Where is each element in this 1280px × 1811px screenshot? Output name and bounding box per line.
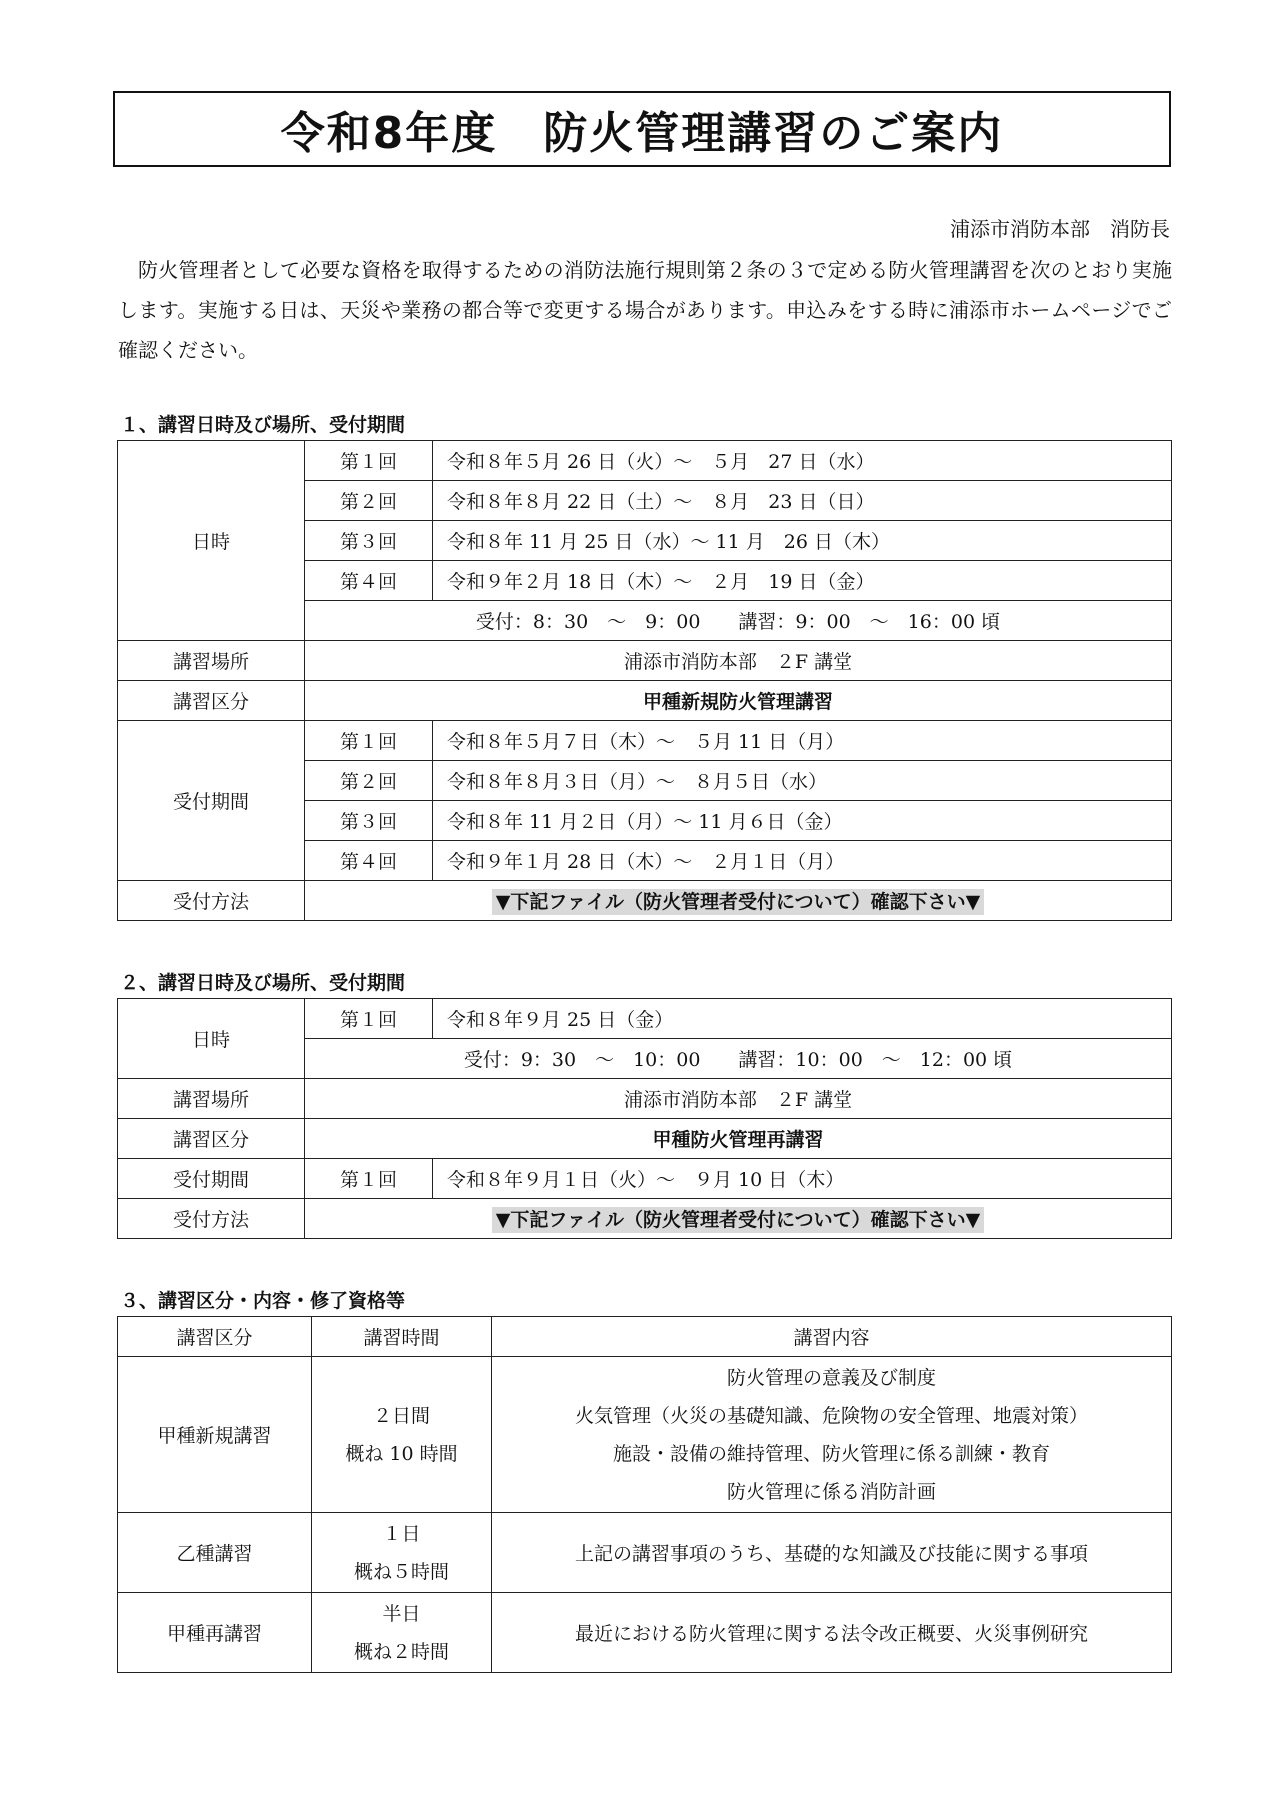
table-row: [118, 1357, 1172, 1513]
session-date: 令和８年 11 月 25 日（水）～ 11 月 26 日（木）: [433, 521, 1172, 561]
row-category: 甲種再講習: [118, 1593, 312, 1673]
time-note: 受付：9：30 ～ 10：00 講習：10：00 ～ 12：00 頃: [305, 1039, 1172, 1079]
session-no: 第２回: [305, 481, 433, 521]
row-content-line: 上記の講習事項のうち、基礎的な知識及び技能に関する事項: [492, 1513, 1172, 1593]
row-category: 乙種講習: [118, 1513, 312, 1593]
table-row: [118, 1159, 1172, 1199]
category-value: 甲種防火管理再講習: [305, 1119, 1172, 1159]
period-date: 令和９年１月 28 日（木）～ ２月１日（月）: [433, 841, 1172, 881]
row-content-line: 施設・設備の維持管理、防火管理に係る訓練・教育: [612, 1442, 1050, 1465]
datetime-label: 日時: [118, 441, 305, 641]
title-box: [113, 91, 1171, 167]
row-time-days: ２日間: [372, 1404, 430, 1427]
row-content-line: 防火管理の意義及び制度: [726, 1366, 936, 1389]
period-no: 第１回: [305, 1159, 433, 1199]
header-category: 講習区分: [118, 1317, 312, 1357]
category-value: 甲種新規防火管理講習: [305, 681, 1172, 721]
table-row: [118, 1199, 1172, 1239]
method-label: 受付方法: [118, 881, 305, 921]
row-time-hours: 概ね 10 時間: [345, 1442, 458, 1465]
table-row: [118, 1119, 1172, 1159]
section2-table: [117, 998, 1172, 1239]
period-label: 受付期間: [118, 1159, 305, 1199]
session-date: 令和８年５月 26 日（火）～ ５月 27 日（水）: [433, 441, 1172, 481]
row-time-hours: 概ね５時間: [353, 1560, 449, 1583]
row-content-line: 最近における防火管理に関する法令改正概要、火災事例研究: [492, 1593, 1172, 1673]
table-row: [118, 681, 1172, 721]
header-contents: 講習内容: [492, 1317, 1172, 1357]
period-no: 第４回: [305, 841, 433, 881]
session-no: 第１回: [305, 999, 433, 1039]
period-no: 第２回: [305, 761, 433, 801]
method-link[interactable]: ▼下記ファイル（防火管理者受付について）確認下さい▼: [492, 889, 984, 915]
session-no: 第４回: [305, 561, 433, 601]
session-date: 令和８年９月 25 日（金）: [433, 999, 1172, 1039]
category-label: 講習区分: [118, 1119, 305, 1159]
page-title: 令和8年度 防火管理講習のご案内: [280, 108, 1004, 159]
row-time-days: １日: [382, 1522, 421, 1545]
row-category: 甲種新規講習: [118, 1357, 312, 1513]
period-no: 第３回: [305, 801, 433, 841]
period-date: 令和８年 11 月２日（月）～ 11 月６日（金）: [433, 801, 1172, 841]
period-date: 令和８年８月３日（月）～ ８月５日（水）: [433, 761, 1172, 801]
section1-heading: １、講習日時及び場所、受付期間: [120, 414, 406, 436]
section1-table: [117, 440, 1172, 921]
place-value: 浦添市消防本部 ２F 講堂: [305, 1079, 1172, 1119]
place-value: 浦添市消防本部 ２F 講堂: [305, 641, 1172, 681]
table-row: [118, 1513, 1172, 1593]
datetime-label: 日時: [118, 999, 305, 1079]
session-no: 第３回: [305, 521, 433, 561]
row-time-hours: 概ね２時間: [353, 1640, 449, 1663]
table-row: [118, 999, 1172, 1039]
table-row: [118, 881, 1172, 921]
place-label: 講習場所: [118, 641, 305, 681]
period-label: 受付期間: [118, 721, 305, 881]
header-time: 講習時間: [312, 1317, 492, 1357]
section3-heading: ３、講習区分・内容・修了資格等: [120, 1290, 406, 1312]
period-date: 令和８年５月７日（木）～ ５月 11 日（月）: [433, 721, 1172, 761]
category-label: 講習区分: [118, 681, 305, 721]
table-header-row: [118, 1317, 1172, 1357]
period-date: 令和８年９月１日（火）～ ９月 10 日（木）: [433, 1159, 1172, 1199]
period-no: 第１回: [305, 721, 433, 761]
table-row: [118, 721, 1172, 761]
row-content-line: 火気管理（火災の基礎知識、危険物の安全管理、地震対策）: [574, 1404, 1088, 1427]
section3-table: [117, 1316, 1172, 1673]
intro-paragraph: 防火管理者として必要な資格を取得するための消防法施行規則第２条の３で定める防火管理講習を次のとおり実施します。実施する日は、天災や業務の都合等で変更する場合があります。申込みをする時に浦添市ホームページでご確認ください。: [118, 258, 1172, 362]
session-date: 令和８年８月 22 日（土）～ ８月 23 日（日）: [433, 481, 1172, 521]
issuer: 浦添市消防本部 消防長: [950, 217, 1170, 241]
section2-heading: ２、講習日時及び場所、受付期間: [120, 972, 406, 994]
place-label: 講習場所: [118, 1079, 305, 1119]
table-row: [118, 641, 1172, 681]
table-row: [118, 1079, 1172, 1119]
session-no: 第１回: [305, 441, 433, 481]
table-row: [118, 1593, 1172, 1673]
method-label: 受付方法: [118, 1199, 305, 1239]
row-time-days: 半日: [382, 1602, 421, 1625]
session-date: 令和９年２月 18 日（木）～ ２月 19 日（金）: [433, 561, 1172, 601]
time-note: 受付：8：30 ～ 9：00 講習：9：00 ～ 16：00 頃: [305, 601, 1172, 641]
row-content-line: 防火管理に係る消防計画: [726, 1480, 936, 1503]
table-row: [118, 441, 1172, 481]
method-link[interactable]: ▼下記ファイル（防火管理者受付について）確認下さい▼: [492, 1207, 984, 1233]
